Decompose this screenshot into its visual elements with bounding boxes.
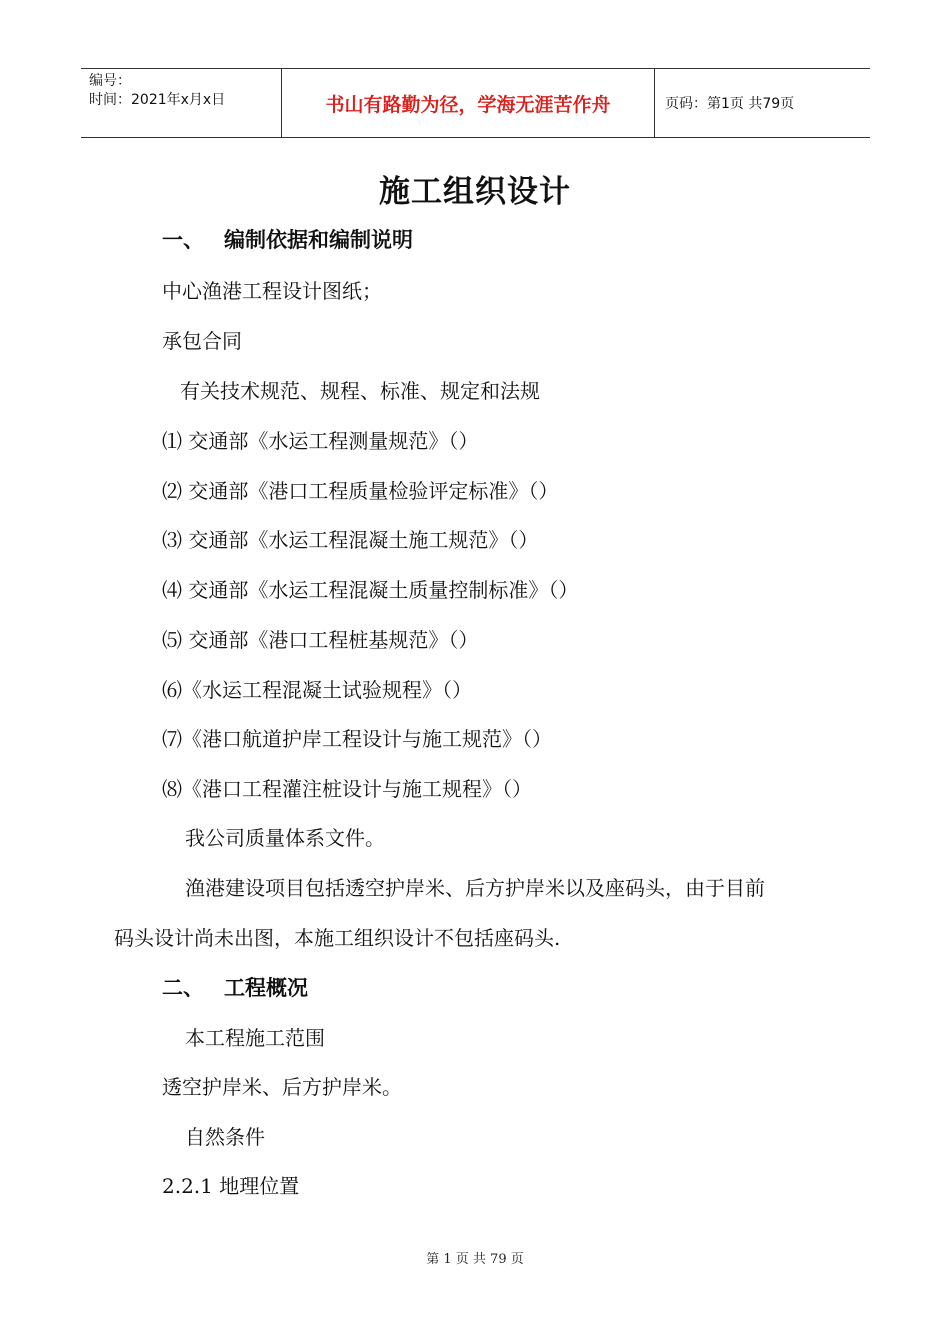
list-item: ⑴ 交通部《水运工程测量规范》（） (162, 429, 479, 453)
document-title: 施工组织设计 (379, 174, 571, 210)
document-header (81, 68, 870, 138)
header-page-label: 页码：第1页 共79页 (665, 96, 795, 112)
time-label: 时间：2021年x月x日 (89, 92, 226, 108)
section-title: 工程概况 (224, 976, 308, 1000)
paragraph: 承包合同 (162, 329, 242, 353)
header-meta-cell (81, 69, 282, 137)
section-number: 二、 (162, 976, 204, 1000)
list-item: ⑻《港口工程灌注桩设计与施工规程》（） (162, 777, 532, 801)
list-item: ⑶ 交通部《水运工程混凝土施工规范》（） (162, 528, 539, 552)
section-heading-1 (162, 224, 413, 254)
page-footer: 第 1 页 共 79 页 (426, 1252, 524, 1267)
paragraph: 我公司质量体系文件。 (185, 826, 385, 850)
paragraph: 码头设计尚未出图，本施工组织设计不包括座码头. (114, 926, 561, 950)
subsection-heading: 2.2.1 地理位置 (162, 1174, 300, 1198)
paragraph: 有关技术规范、规程、标准、规定和法规 (180, 379, 540, 403)
paragraph: 渔港建设项目包括透空护岸米、后方护岸米以及座码头，由于目前 (185, 876, 765, 900)
list-item: ⑸ 交通部《港口工程桩基规范》（） (162, 628, 479, 652)
section-heading-2 (162, 972, 308, 1002)
paragraph: 中心渔港工程设计图纸； (162, 279, 382, 303)
list-item: ⑵ 交通部《港口工程质量检验评定标准》（） (162, 479, 559, 503)
paragraph: 自然条件 (185, 1125, 265, 1149)
section-number: 一、 (162, 228, 204, 252)
paragraph: 透空护岸米、后方护岸米。 (162, 1075, 402, 1099)
number-label: 编号： (89, 73, 131, 89)
list-item: ⑹《水运工程混凝土试验规程》（） (162, 678, 472, 702)
list-item: ⑺《港口航道护岸工程设计与施工规范》（） (162, 727, 552, 751)
section-title: 编制依据和编制说明 (224, 228, 413, 252)
list-item: ⑷ 交通部《水运工程混凝土质量控制标准》（） (162, 578, 579, 602)
paragraph: 本工程施工范围 (185, 1026, 325, 1050)
header-motto: 书山有路勤为径，学海无涯苦作舟 (282, 69, 655, 137)
